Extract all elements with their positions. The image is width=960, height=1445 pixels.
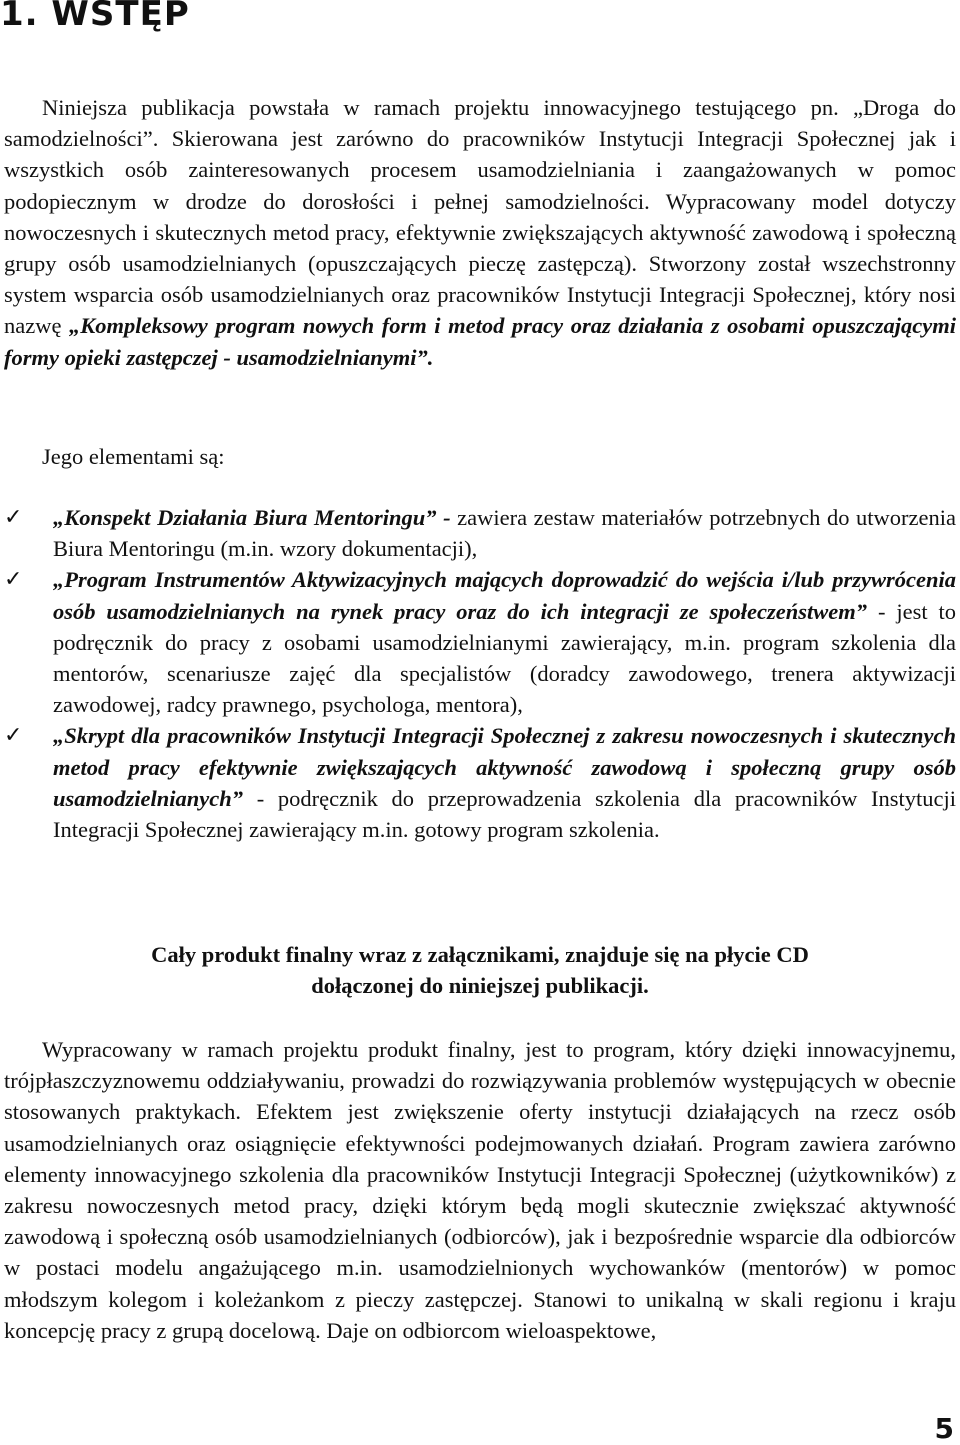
list-item-desc: zawiera zestaw materiałów potrzebnych do utworzenia Biura Mentoringu (m.in. wzory dokumentacji), xyxy=(53,505,956,562)
list-item-text xyxy=(53,720,956,845)
list-item xyxy=(0,564,960,720)
cd-notice-line2: dołączonej do niniejszej publikacji. xyxy=(311,973,649,999)
list-item-desc: - jest to podręcznik do pracy z osobami usamodzielnianymi zawierający, m.in. program szkolenia dla mentorów, scenariusze zajęć dla specjalistów (doradcy zawodowego, trenera aktywizacji zawodowej, radcy prawnego, psychologa, mentora), xyxy=(53,598,956,718)
list-item-text xyxy=(53,564,956,720)
program-name: „Kompleksowy program nowych form i metod pracy oraz działania z osobami opuszczającymi formy opieki zastępczej - usamodzielnianymi”. xyxy=(4,313,956,370)
list-item-title: „Skrypt dla pracowników Instytucji Integracji Społecznej z zakresu nowoczesnych i skutecznych metod pracy efektywnie zwiększających aktywność zawodową i społeczną grupy osób usamodzielnianych” xyxy=(53,723,956,811)
list-intro: Jego elementami są: xyxy=(42,444,225,469)
list-item xyxy=(0,502,960,564)
closing-paragraph: Wypracowany w ramach projektu produkt finalny, jest to program, który dzięki innowacyjnemu, trójpłaszczyznowemu oddziaływaniu, prowadzi do rozwiązywania problemów występujących w obecnie stosowanych praktykach. Efektem jest zwiększenie oferty instytucji działających na rzecz osób usamodzielnianych oraz osiągnięcie efektywności podejmowanych działań. Program zawiera zarówno elementy innowacyjnego szkolenia dla pracowników Instytucji Integracji Społecznej (użytkowników) z zakresu nowoczesnych metod pracy, dzięki którym będą mogli skutecznie zwiększać aktywność zawodową i społeczną osób usamodzielnianych (odbiorców), jak i bezpośrednie wsparcie dla odbiorców w postaci modelu angażującego m.in. usamodzielnionych wychowanków (mentorów) w pomoc młodszym kolegom i koleżankom z pieczy zastępczej. Stanowi to unikalną w skali regionu i kraju koncepcję pracy z grupą docelową. Daje on odbiorcom wieloaspektowe, xyxy=(4,1037,956,1343)
page-number: 5 xyxy=(934,1412,954,1445)
section-heading: 1. WSTĘP xyxy=(0,0,190,34)
cd-notice xyxy=(0,939,960,1001)
list-item-title: „Program Instrumentów Aktywizacyjnych mających doprowadzić do wejścia i/lub przywrócenia osób usamodzielnianych na rynek pracy oraz do ich integracji ze społeczeństwem” xyxy=(53,567,956,624)
intro-text: Niniejsza publikacja powstała w ramach projektu innowacyjnego testującego pn. „Droga do samodzielności”. Skierowana jest zarówno do pracowników Instytucji Integracji Społecznej jak i wszystkich osób zainteresowanych procesem usamodzielniania i zaangażowanych w pomoc podopiecznym w drodze do dorosłości i pełnej samodzielności. Wypracowany model dotyczy nowoczesnych i skutecznych metod pracy, efektywnie zwiększających aktywność zawodową i społeczną grupy osób usamodzielnianych (opuszczających pieczę zastępczą). Stworzony został wszechstronny system wsparcia osób usamodzielnianych oraz pracowników Instytucji Integracji Społecznej, który nosi nazwę xyxy=(4,95,956,339)
checkmark-icon: ✓ xyxy=(4,505,23,530)
list-item-text xyxy=(53,502,956,564)
elements-list xyxy=(0,502,960,845)
cd-notice-line1: Cały produkt finalny wraz z załącznikami, znajduje się na płycie CD xyxy=(151,942,809,967)
list-item-desc: - podręcznik do przeprowadzenia szkolenia dla pracowników Instytucji Integracji Społecznej zawierający m.in. gotowy program szkolenia. xyxy=(53,785,956,843)
checkmark-icon: ✓ xyxy=(4,567,23,593)
list-item-title: „Konspekt Działania Biura Mentoringu” - xyxy=(53,505,451,530)
intro-paragraph xyxy=(4,92,956,373)
checkmark-icon: ✓ xyxy=(4,723,23,749)
list-item xyxy=(0,720,960,845)
